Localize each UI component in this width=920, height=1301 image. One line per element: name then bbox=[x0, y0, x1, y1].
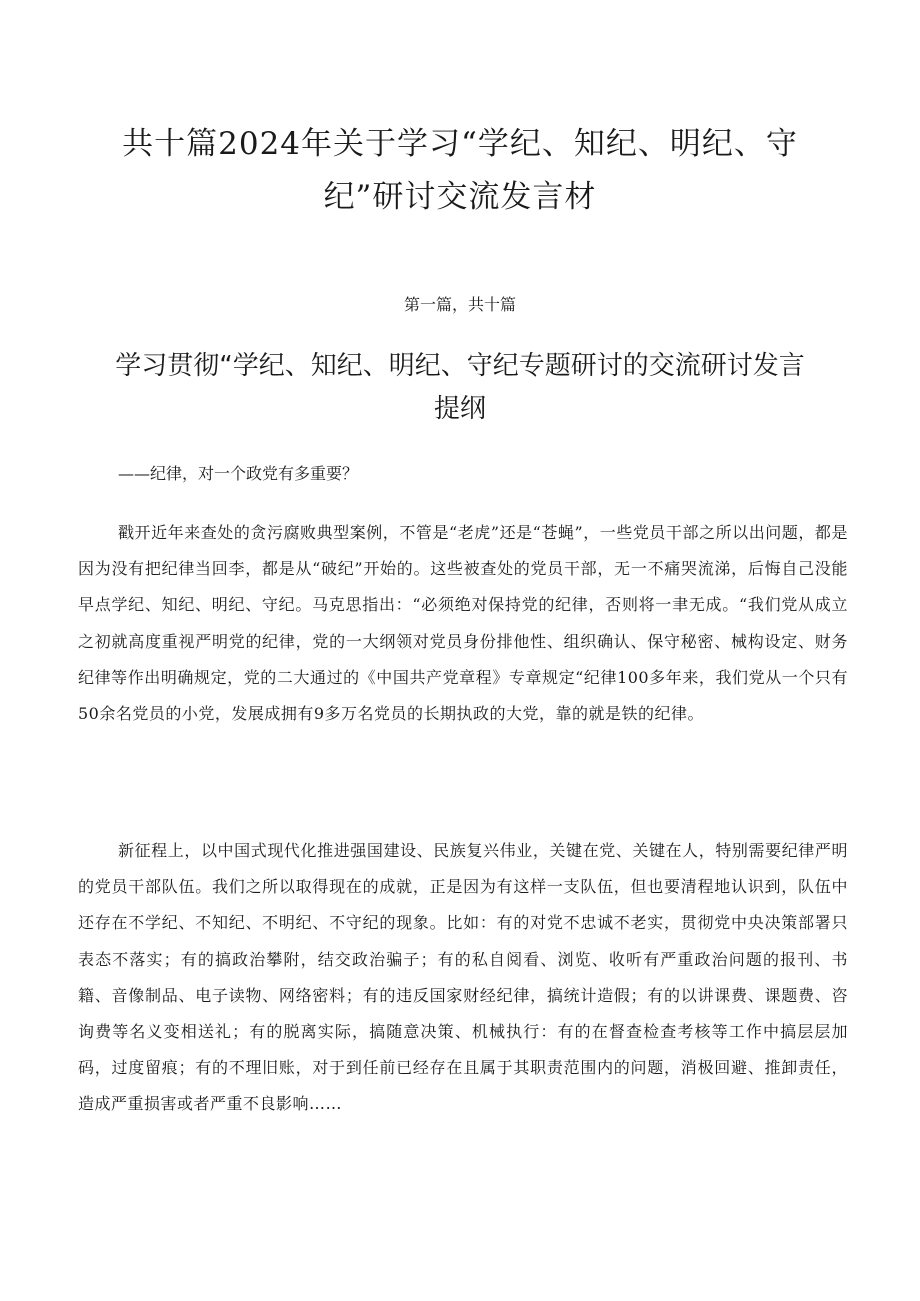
section-title: 学习贯彻“学纪、知纪、明纪、守纪专题研讨的交流研讨发言提纲 bbox=[115, 351, 805, 424]
section-label: 第一篇，共十篇 bbox=[403, 295, 516, 314]
document-title: 共十篇2024年关于学习“学纪、知纪、明纪、守纪”研讨交流发言材 bbox=[122, 126, 798, 215]
body-paragraph: 新征程上，以中国式现代化推进强国建设、民族复兴伟业，关键在党、关键在人，特别需要纪律严明的党员干部队伍。我们之所以取得现在的成就，正是因为有这样一支队伍，但也要清程地认识到，队伍中还存在不学纪、不知纪、不明纪、不守纪的现象。比如：有的对党不忠诚不老实，贯彻党中央决策部署只表态不落实；有的搞政治攀附，结交政治骗子；有的私自阅看、浏览、收听有严重政治问题的报刊、书籍、音像制品、电子读物、网络密料；有的违反国家财经纪律，搞统计造假；有的以讲课费、课题费、咨询费等名义变相送礼；有的脱离实际，搞随意决策、机械执行：有的在督查检查考核等工作中搞层层加码，过度留痕；有的不理旧账，对于到任前已经存在且属于其职责范围内的问题，消极回避、推卸责任，造成严重损害或者严重不良影响…… bbox=[78, 841, 848, 1114]
body-paragraph: 戳开近年来查处的贪污腐败典型案例，不管是“老虎”还是“苍蝇”，一些党员干部之所以出问题，都是因为没有把纪律当回李，都是从“破纪”开始的。这些被查处的党员干部，无一不痛哭流涕，后悔自己没能早点学纪、知纪、明纪、守纪。马克思指出：“必须绝对保持党的纪律，否则将一聿无成。“我们党从成立之初就高度重视严明党的纪律，党的一大纲领对党员身份排他性、组织确认、保守秘密、械构设定、财务纪律等作出明确规定，党的二大通过的《中国共产党章程》专章规定“纪律100多年来，我们党从一个只有50余名党员的小党，发展成拥有9多万名党员的长期执政的大党，靠的就是铁的纪律。 bbox=[78, 523, 848, 724]
section-subtitle: ——纪律，对一个政党有多重要？ bbox=[118, 464, 359, 483]
